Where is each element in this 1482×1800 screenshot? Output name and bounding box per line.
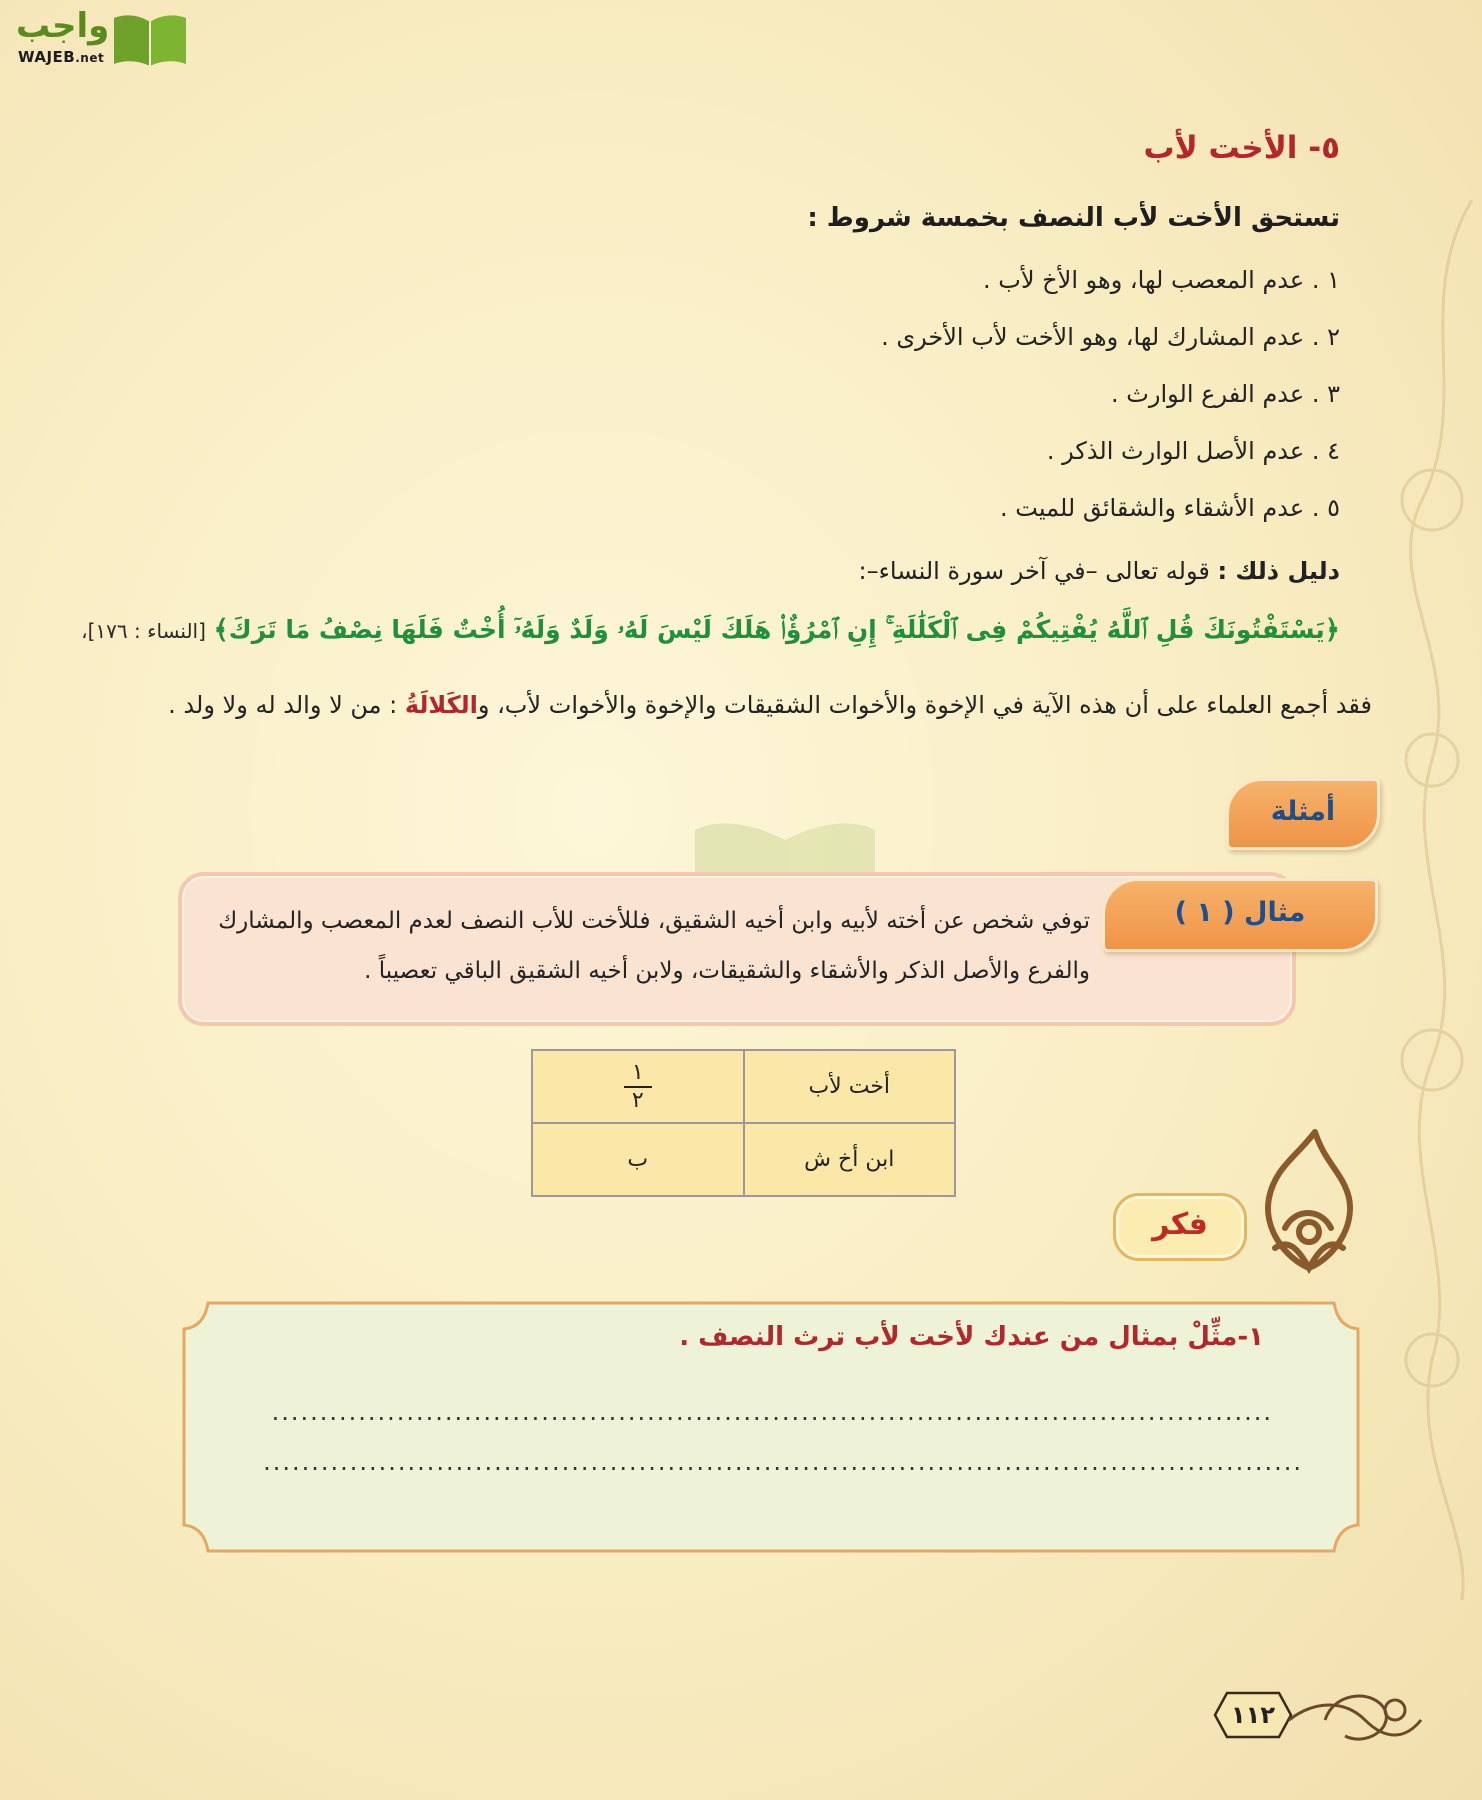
condition-item: ٤ . عدم الأصل الوارث الذكر .	[1046, 437, 1340, 465]
answer-line[interactable]: ............................................................................................................	[263, 1448, 1303, 1476]
page-number: ١١٢	[1231, 1701, 1275, 1729]
inheritance-table	[531, 1049, 956, 1197]
logo-arabic-word: واجب	[16, 6, 110, 46]
arabesque-emblem-icon	[1255, 1128, 1363, 1276]
proof-label: دليل ذلك :	[1217, 557, 1340, 585]
fraction-numerator: ١	[624, 1060, 652, 1088]
page-ornament-icon	[1285, 1680, 1425, 1760]
section-title: ٥- الأخت لأب	[1143, 130, 1340, 166]
book-icon	[110, 8, 190, 68]
think-label-pill	[1113, 1193, 1247, 1261]
example-label-pill	[1102, 878, 1378, 952]
fraction-half	[624, 1060, 652, 1114]
kalala-definition: : من لا والد له ولا ولد .	[168, 691, 405, 719]
quran-verse	[81, 615, 1340, 645]
condition-item: ١ . عدم المعصب لها، وهو الأخ لأب .	[983, 266, 1340, 294]
wajeb-logo[interactable]	[10, 6, 190, 66]
table-row	[532, 1123, 955, 1196]
condition-item: ٥ . عدم الأشقاء والشقائق للميت .	[1000, 494, 1340, 522]
ijma-text: فقد أجمع العلماء على أن هذه الآية في الإخوة والأخوات الشقيقات والإخوة والأخوات لأب، و	[477, 691, 1372, 719]
condition-item: ٢ . عدم المشارك لها، وهو الأخت لأب الأخرى .	[881, 323, 1340, 351]
ijma-paragraph	[152, 680, 1372, 730]
fraction-denominator: ٢	[631, 1087, 644, 1113]
examples-heading: أمثلة	[1270, 796, 1336, 827]
verse-reference: [النساء : ١٧٦]،	[81, 619, 206, 643]
think-label: فكر	[1152, 1207, 1208, 1242]
conditions-intro: تستحق الأخت لأب النصف بخمسة شروط :	[807, 203, 1340, 233]
verse-close-bracket: ﴾	[213, 615, 229, 645]
table-row	[532, 1050, 955, 1123]
heir-cell: أخت لأب	[744, 1050, 956, 1123]
verse-open-bracket: ﴿	[1324, 615, 1340, 645]
logo-english-word: WAJEB.net	[18, 48, 105, 66]
proof-text: قوله تعالى –في آخر سورة النساء–:	[858, 557, 1210, 585]
floral-border-ornament	[1372, 200, 1482, 1600]
share-cell	[532, 1050, 744, 1123]
verse-text: يَسْتَفْتُونَكَ قُلِ ٱللَّهُ يُفْتِيكُمْ فِى ٱلْكَلَٰلَةِ ۚ إِنِ ٱمْرُؤٌا۟ هَلَكَ لَيْسَ لَهُۥ وَلَدٌ وَلَهُۥٓ أُخْتٌ فَلَهَا نِصْفُ مَا تَرَكَ	[228, 615, 1325, 644]
kalala-term: الكَلالَةُ	[404, 691, 478, 719]
examples-heading-pill	[1226, 778, 1380, 850]
proof-line	[859, 557, 1340, 585]
heir-cell: ابن أخ ش	[744, 1123, 956, 1196]
example-label: مثال ( ١ )	[1174, 897, 1306, 928]
think-question: ١-مثِّلْ بمثال من عندك لأخت لأب ترث النصف .	[679, 1322, 1264, 1352]
example-text: توفي شخص عن أخته لأبيه وابن أخيه الشقيق، فللأخت للأب النصف لعدم المعصب والمشارك والفرع والأصل الذكر والأشقاء والشقيقات، ولابن أخيه الشقيق الباقي تعصيباً .	[218, 908, 1090, 984]
condition-item: ٣ . عدم الفرع الوارث .	[1111, 380, 1340, 408]
answer-line[interactable]: ........................................................................................................	[271, 1398, 1273, 1426]
share-cell: ب	[532, 1123, 744, 1196]
